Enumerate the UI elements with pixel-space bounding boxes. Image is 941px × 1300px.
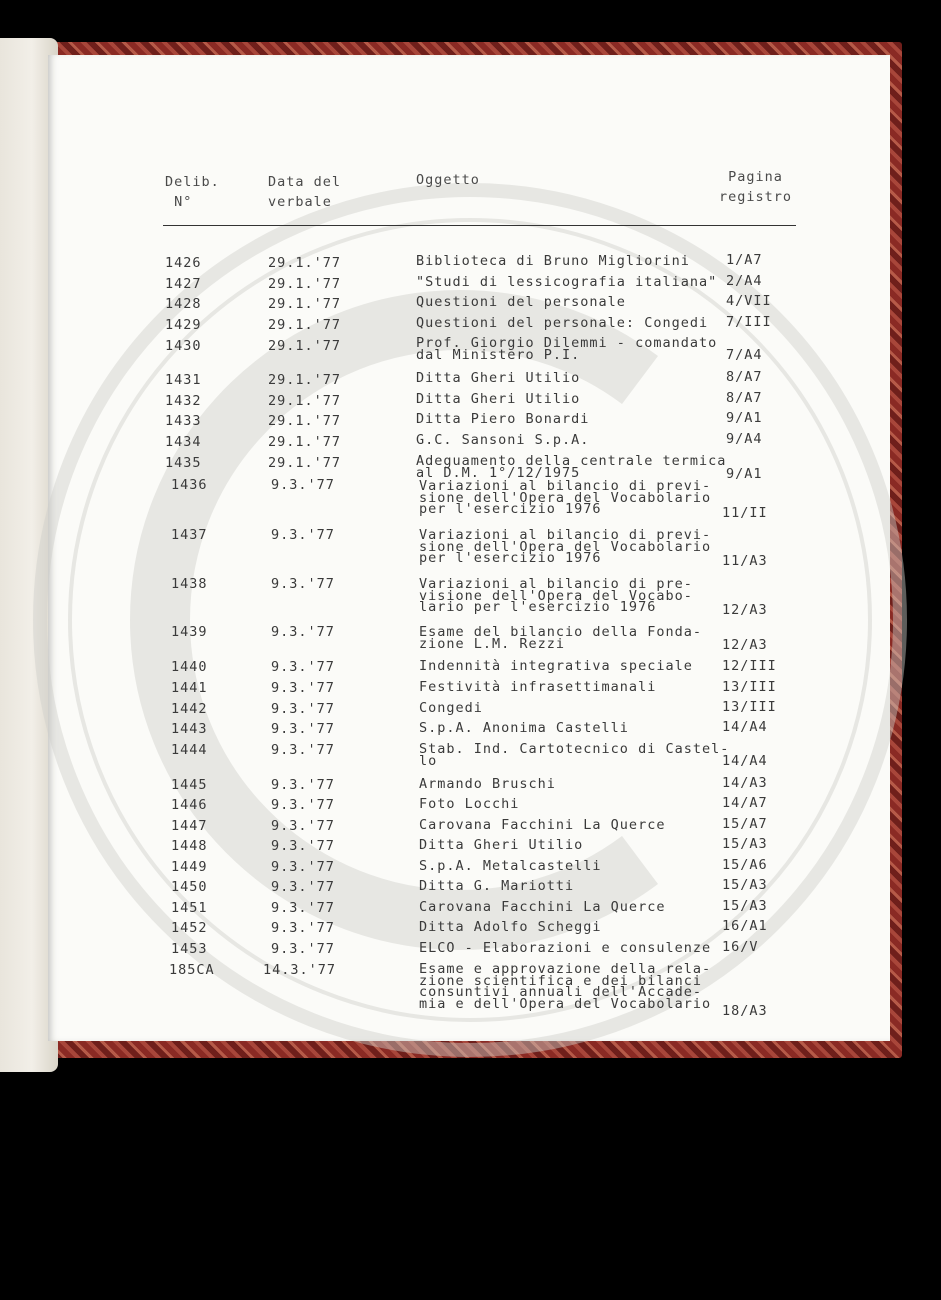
row-subject: Biblioteca di Bruno Migliorini [416,253,690,269]
row-date: 9.3.'77 [271,701,335,717]
row-no: 1444 [171,742,208,758]
row-date: 29.1.'77 [268,455,342,471]
row-date: 9.3.'77 [271,742,335,758]
row-no: 1438 [171,576,208,592]
row-no: 1436 [171,477,208,493]
row-subject: Festività infrasettimanali [419,679,657,695]
row-subject: Variazioni al bilancio di pre- visione dell'Opera del Vocabo- lario per l'esercizio 1976 [419,576,693,615]
row-no: 1450 [171,879,208,895]
row-no: 1448 [171,838,208,854]
row-no: 1447 [171,818,208,834]
row-no: 1452 [171,920,208,936]
row-subject: Questioni del personale [416,294,626,310]
row-page: 15/A3 [722,898,768,914]
row-page: 11/II [722,505,768,521]
row-date: 14.3.'77 [263,962,337,978]
row-page: 12/III [722,658,777,674]
row-no: 1445 [171,777,208,793]
header-delib: Delib. N° [165,174,220,210]
row-date: 29.1.'77 [268,317,342,333]
row-page: 16/A1 [722,918,768,934]
row-page: 9/A4 [726,431,763,447]
row-no: 1431 [165,372,202,388]
row-no: 1434 [165,434,202,450]
row-subject: ELCO - Elaborazioni e consulenze [419,940,712,956]
row-no: 1453 [171,941,208,957]
row-no: 1443 [171,721,208,737]
row-date: 9.3.'77 [271,477,335,493]
row-subject: Carovana Facchini La Querce [419,817,666,833]
row-date: 9.3.'77 [271,721,335,737]
row-no: 1428 [165,296,202,312]
header-page: Pagina registro [719,169,793,205]
row-subject: Variazioni al bilancio di previ- sione dell'Opera del Vocabolario per l'esercizio 1976 [419,527,712,566]
row-page: 15/A7 [722,816,768,832]
row-subject: "Studi di lessicografia italiana" [416,274,718,290]
row-date: 9.3.'77 [271,777,335,793]
row-page: 9/A1 [726,410,763,426]
row-date: 9.3.'77 [271,818,335,834]
row-subject: Esame e approvazione della rela- zione scientifica e dei bilanci consuntivi annuali dell'Accade- mia e dell'Opera del Vocabolario [419,961,712,1012]
row-no: 1451 [171,900,208,916]
row-date: 29.1.'77 [268,296,342,312]
row-page: 14/A7 [722,795,768,811]
row-subject: Esame del bilancio della Fonda- zione L.M. Rezzi [419,624,702,652]
row-no: 1433 [165,413,202,429]
row-subject: Ditta Gheri Utilio [416,391,581,407]
row-subject: Ditta Adolfo Scheggi [419,919,602,935]
row-subject: Questioni del personale: Congedi [416,315,709,331]
row-no: 1432 [165,393,202,409]
row-page: 9/A1 [726,466,763,482]
row-page: 14/A3 [722,775,768,791]
row-subject: S.p.A. Anonima Castelli [419,720,629,736]
row-date: 29.1.'77 [268,338,342,354]
row-subject: Congedi [419,700,483,716]
row-page: 14/A4 [722,719,768,735]
row-date: 9.3.'77 [271,576,335,592]
row-page: 1/A7 [726,252,763,268]
header-subject: Oggetto [416,172,480,188]
row-date: 9.3.'77 [271,659,335,675]
row-no: 1437 [171,527,208,543]
row-page: 14/A4 [722,753,768,769]
header-date: Data del verbale [268,174,342,210]
row-no: 1441 [171,680,208,696]
row-no: 1435 [165,455,202,471]
row-subject: Adeguamento della centrale termica al D.M. 1°/12/1975 [416,453,727,481]
row-date: 9.3.'77 [271,680,335,696]
row-date: 9.3.'77 [271,879,335,895]
row-date: 9.3.'77 [271,920,335,936]
row-page: 15/A3 [722,877,768,893]
row-no: 1427 [165,276,202,292]
row-subject: Stab. Ind. Cartotecnico di Castel- lo [419,741,730,769]
row-page: 16/V [722,939,759,955]
row-no: 185CA [169,962,215,978]
row-page: 15/A6 [722,857,768,873]
row-subject: Carovana Facchini La Querce [419,899,666,915]
row-no: 1430 [165,338,202,354]
row-subject: Variazioni al bilancio di previ- sione dell'Opera del Vocabolario per l'esercizio 1976 [419,478,712,517]
row-subject: Indennità integrativa speciale [419,658,693,674]
row-subject: S.p.A. Metalcastelli [419,858,602,874]
header-rule [163,225,796,226]
row-subject: Ditta G. Mariotti [419,878,575,894]
row-date: 29.1.'77 [268,255,342,271]
row-page: 12/A3 [722,602,768,618]
row-no: 1429 [165,317,202,333]
row-date: 9.3.'77 [271,859,335,875]
row-page: 11/A3 [722,553,768,569]
row-date: 9.3.'77 [271,838,335,854]
row-date: 29.1.'77 [268,413,342,429]
row-date: 9.3.'77 [271,527,335,543]
row-date: 9.3.'77 [271,624,335,640]
row-subject: Ditta Gheri Utilio [416,370,581,386]
row-no: 1446 [171,797,208,813]
row-page: 8/A7 [726,390,763,406]
row-date: 9.3.'77 [271,797,335,813]
row-page: 18/A3 [722,1003,768,1019]
row-page: 13/III [722,679,777,695]
row-page: 7/III [726,314,772,330]
row-page: 8/A7 [726,369,763,385]
row-subject: Prof. Giorgio Dilemmi - comandato dal Ministero P.I. [416,335,718,363]
row-page: 13/III [722,699,777,715]
row-date: 29.1.'77 [268,393,342,409]
row-page: 4/VII [726,293,772,309]
row-no: 1426 [165,255,202,271]
row-no: 1440 [171,659,208,675]
row-subject: Foto Locchi [419,796,520,812]
row-date: 9.3.'77 [271,900,335,916]
row-subject: G.C. Sansoni S.p.A. [416,432,590,448]
row-no: 1439 [171,624,208,640]
row-page: 12/A3 [722,637,768,653]
row-no: 1449 [171,859,208,875]
row-subject: Armando Bruschi [419,776,556,792]
row-page: 15/A3 [722,836,768,852]
row-date: 29.1.'77 [268,276,342,292]
row-date: 9.3.'77 [271,941,335,957]
row-page: 7/A4 [726,347,763,363]
row-no: 1442 [171,701,208,717]
row-subject: Ditta Gheri Utilio [419,837,584,853]
row-subject: Ditta Piero Bonardi [416,411,590,427]
row-date: 29.1.'77 [268,434,342,450]
row-date: 29.1.'77 [268,372,342,388]
row-page: 2/A4 [726,273,763,289]
